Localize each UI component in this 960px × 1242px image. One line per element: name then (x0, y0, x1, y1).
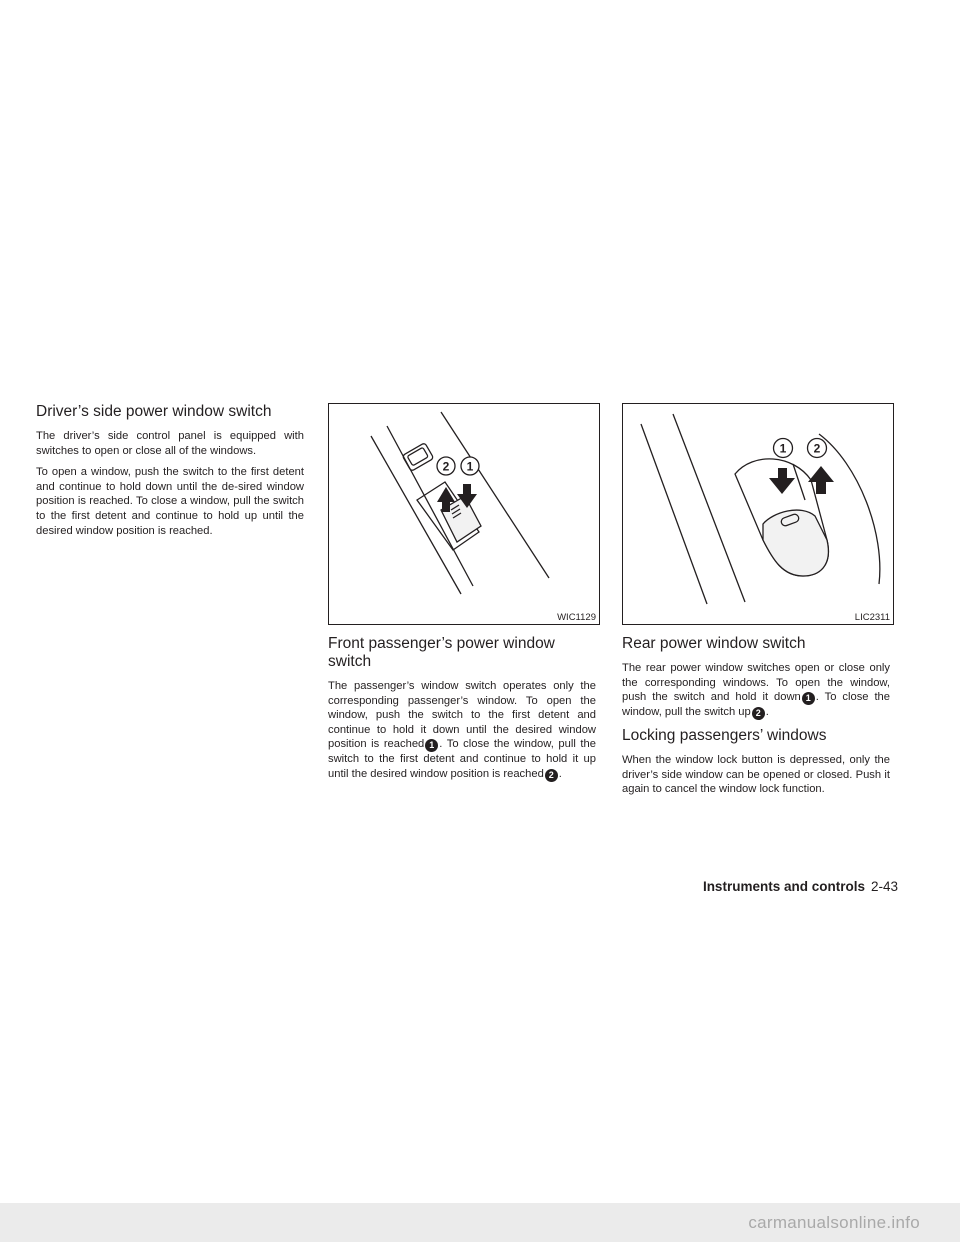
section-heading-front-passenger: Front passenger’s power window switch (328, 635, 555, 670)
rear-switch-illustration (623, 404, 895, 626)
paragraph-rear-switch (622, 661, 890, 720)
figure-front-passenger-switch (328, 403, 600, 625)
text-run: The rear power window switches open or close only the corresponding windows. To open the window, push the switch and hold it down (622, 662, 890, 704)
figure-callout-2: 2 (442, 459, 450, 474)
callout-1-marker: 1 (425, 739, 438, 752)
watermark-text: carmanualsonline.info (748, 1213, 920, 1232)
paragraph-window-lock: When the window lock button is depressed, only the driver’s side window can be opened or closed. Push it again to cancel the window lock function. (622, 754, 890, 796)
figure-callout-2: 2 (813, 441, 821, 456)
text-run: . (765, 706, 769, 719)
watermark-band (0, 1203, 960, 1242)
callout-1-marker: 1 (802, 692, 815, 705)
section-heading-window-lock: Locking passengers’ windows (622, 727, 827, 745)
column-rear-switch (622, 403, 890, 804)
page-number: 2-43 (870, 879, 898, 894)
text-run: . To close the window, pull the switch up (622, 691, 891, 719)
text-run: . To close the window, pull the switch to the first detent and continue to hold it up until the desired window position is reached (328, 738, 596, 780)
text-run: . (558, 767, 562, 780)
section-heading-drivers-switch: Driver’s side power window switch (36, 403, 272, 420)
figure-code: LIC2311 (854, 612, 890, 623)
column-drivers-switch (36, 403, 304, 545)
page-footer (678, 879, 898, 894)
paragraph-drivers-operation: To open a window, push the switch to the first detent and continue to hold down until the de-sired window position is reached. To close a window, pull the switch to the first detent and continue to hold up until the desired window position is reached. (36, 466, 304, 537)
figure-callout-1: 1 (466, 459, 474, 474)
figure-callout-1: 1 (779, 441, 787, 456)
column-front-passenger (328, 403, 596, 789)
paragraph-drivers-panel: The driver’s side control panel is equipped with switches to open or close all of the windows. (36, 430, 304, 457)
text-run: The passenger’s window switch operates only the corresponding passenger’s window. To open the window, push the switch to the first detent and continue to hold it down until the desired window position is reached (328, 680, 596, 751)
section-heading-rear-switch: Rear power window switch (622, 635, 806, 652)
footer-section-title: Instruments and controls (702, 879, 865, 894)
paragraph-front-passenger (328, 679, 596, 782)
callout-2-marker: 2 (752, 707, 765, 720)
callout-2-marker: 2 (545, 769, 558, 782)
figure-rear-switch (622, 403, 894, 625)
figure-code: WIC1129 (557, 612, 596, 623)
front-switch-illustration (329, 404, 601, 626)
